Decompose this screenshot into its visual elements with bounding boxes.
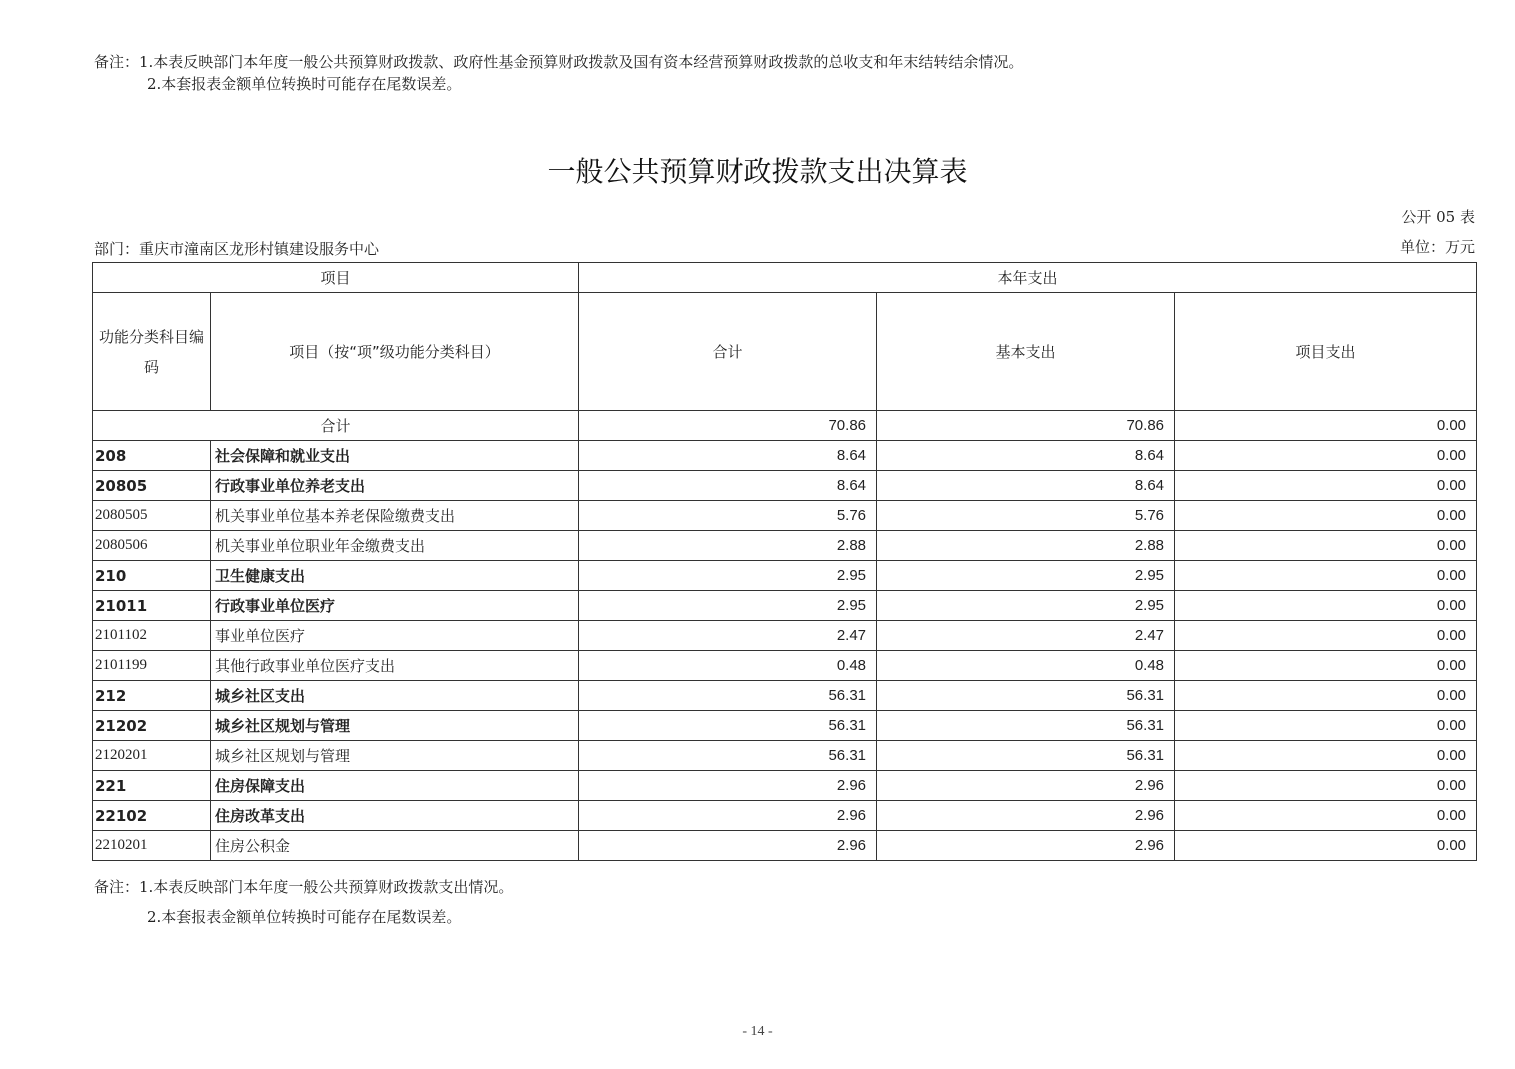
row-total: 2.88 [579, 531, 877, 561]
row-total: 2.95 [579, 591, 877, 621]
row-name: 行政事业单位医疗 [211, 591, 579, 621]
row-total: 8.64 [579, 441, 877, 471]
row-name: 卫生健康支出 [211, 561, 579, 591]
header-project: 项目 [93, 263, 579, 293]
row-basic: 2.96 [877, 831, 1175, 861]
row-project: 0.00 [1175, 651, 1477, 681]
department-label: 部门：重庆市潼南区龙形村镇建设服务中心 [94, 240, 380, 258]
row-code: 2210201 [93, 831, 211, 861]
header-basic: 基本支出 [877, 293, 1175, 411]
totals-basic: 70.86 [877, 411, 1175, 441]
top-note-line2: 2.本套报表金额单位转换时可能存在尾数误差。 [147, 75, 462, 93]
row-code: 208 [93, 441, 211, 471]
row-project: 0.00 [1175, 681, 1477, 711]
table-row [93, 441, 1477, 471]
bottom-note-line2: 2.本套报表金额单位转换时可能存在尾数误差。 [147, 908, 462, 926]
row-basic: 0.48 [877, 651, 1175, 681]
row-total: 56.31 [579, 681, 877, 711]
row-code: 21202 [93, 711, 211, 741]
table-row [93, 651, 1477, 681]
row-code: 2120201 [93, 741, 211, 771]
row-name: 住房改革支出 [211, 801, 579, 831]
row-name: 事业单位医疗 [211, 621, 579, 651]
row-code: 21011 [93, 591, 211, 621]
table-row [93, 741, 1477, 771]
row-name: 城乡社区规划与管理 [211, 711, 579, 741]
row-project: 0.00 [1175, 501, 1477, 531]
table-row [93, 711, 1477, 741]
row-total: 2.47 [579, 621, 877, 651]
row-code: 2080506 [93, 531, 211, 561]
row-project: 0.00 [1175, 591, 1477, 621]
totals-total: 70.86 [579, 411, 877, 441]
header-row-2 [93, 293, 1477, 411]
header-total: 合计 [579, 293, 877, 411]
row-name: 城乡社区规划与管理 [211, 741, 579, 771]
table-row [93, 561, 1477, 591]
row-name: 机关事业单位基本养老保险缴费支出 [211, 501, 579, 531]
row-project: 0.00 [1175, 441, 1477, 471]
row-basic: 5.76 [877, 501, 1175, 531]
row-basic: 2.96 [877, 771, 1175, 801]
row-total: 2.95 [579, 561, 877, 591]
row-total: 8.64 [579, 471, 877, 501]
totals-project: 0.00 [1175, 411, 1477, 441]
page-title: 一般公共预算财政拨款支出决算表 [547, 155, 968, 188]
row-project: 0.00 [1175, 561, 1477, 591]
table-row [93, 591, 1477, 621]
row-code: 210 [93, 561, 211, 591]
page-number: - 14 - [742, 1024, 773, 1039]
row-code: 212 [93, 681, 211, 711]
table-row [93, 501, 1477, 531]
row-name: 机关事业单位职业年金缴费支出 [211, 531, 579, 561]
row-basic: 2.96 [877, 801, 1175, 831]
row-total: 5.76 [579, 501, 877, 531]
table-number: 公开 05 表 [1401, 208, 1475, 226]
row-basic: 8.64 [877, 441, 1175, 471]
row-project: 0.00 [1175, 771, 1477, 801]
row-name: 行政事业单位养老支出 [211, 471, 579, 501]
row-basic: 8.64 [877, 471, 1175, 501]
totals-label: 合计 [93, 411, 579, 441]
header-name: 项目（按“项”级功能分类科目） [211, 293, 579, 411]
row-name: 住房保障支出 [211, 771, 579, 801]
header-current-year: 本年支出 [579, 263, 1477, 293]
row-basic: 2.95 [877, 591, 1175, 621]
table-row [93, 471, 1477, 501]
table-row [93, 681, 1477, 711]
bottom-note-line1: 备注：1.本表反映部门本年度一般公共预算财政拨款支出情况。 [94, 878, 514, 896]
table-row [93, 801, 1477, 831]
table-row [93, 531, 1477, 561]
row-name: 社会保障和就业支出 [211, 441, 579, 471]
table-row [93, 771, 1477, 801]
totals-row [93, 411, 1477, 441]
expenditure-table [92, 262, 1477, 861]
row-project: 0.00 [1175, 801, 1477, 831]
row-total: 0.48 [579, 651, 877, 681]
row-project: 0.00 [1175, 621, 1477, 651]
row-project: 0.00 [1175, 831, 1477, 861]
row-total: 56.31 [579, 741, 877, 771]
row-code: 20805 [93, 471, 211, 501]
row-code: 2080505 [93, 501, 211, 531]
row-basic: 56.31 [877, 711, 1175, 741]
row-project: 0.00 [1175, 531, 1477, 561]
row-total: 2.96 [579, 771, 877, 801]
row-basic: 2.47 [877, 621, 1175, 651]
row-code: 221 [93, 771, 211, 801]
row-basic: 56.31 [877, 741, 1175, 771]
header-project-exp: 项目支出 [1175, 293, 1477, 411]
unit-label: 单位：万元 [1399, 238, 1475, 256]
row-total: 56.31 [579, 711, 877, 741]
row-project: 0.00 [1175, 711, 1477, 741]
row-basic: 56.31 [877, 681, 1175, 711]
header-row-1 [93, 263, 1477, 293]
row-basic: 2.88 [877, 531, 1175, 561]
row-code: 2101102 [93, 621, 211, 651]
row-project: 0.00 [1175, 471, 1477, 501]
row-name: 其他行政事业单位医疗支出 [211, 651, 579, 681]
table-row [93, 621, 1477, 651]
row-project: 0.00 [1175, 741, 1477, 771]
row-basic: 2.95 [877, 561, 1175, 591]
header-code: 功能分类科目编码 [93, 293, 211, 411]
row-name: 城乡社区支出 [211, 681, 579, 711]
row-code: 2101199 [93, 651, 211, 681]
top-note-line1: 备注：1.本表反映部门本年度一般公共预算财政拨款、政府性基金预算财政拨款及国有资本经营预算财政拨款的总收支和年末结转结余情况。 [94, 53, 1024, 71]
table-row [93, 831, 1477, 861]
row-code: 22102 [93, 801, 211, 831]
row-total: 2.96 [579, 831, 877, 861]
row-name: 住房公积金 [211, 831, 579, 861]
row-total: 2.96 [579, 801, 877, 831]
